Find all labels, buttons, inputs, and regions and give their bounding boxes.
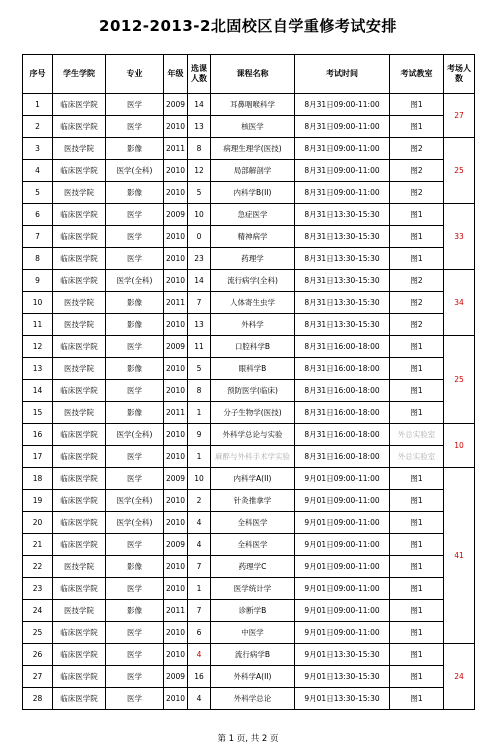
cell-course: 药理学C bbox=[211, 556, 295, 578]
cell-major: 影像 bbox=[106, 358, 164, 380]
cell-no: 14 bbox=[23, 380, 53, 402]
cell-course: 外科学总论 bbox=[211, 688, 295, 710]
cell-college: 临床医学院 bbox=[53, 446, 106, 468]
cell-no: 21 bbox=[23, 534, 53, 556]
cell-major: 医学 bbox=[106, 666, 164, 688]
cell-no: 3 bbox=[23, 138, 53, 160]
cell-course: 针灸推拿学 bbox=[211, 490, 295, 512]
cell-major: 医学 bbox=[106, 94, 164, 116]
cell-count: 1 bbox=[188, 446, 211, 468]
cell-room: 外总实验室 bbox=[390, 446, 444, 468]
cell-room: 图1 bbox=[390, 402, 444, 424]
cell-college: 临床医学院 bbox=[53, 512, 106, 534]
cell-grade: 2009 bbox=[164, 204, 188, 226]
table-row bbox=[23, 226, 475, 248]
cell-count: 9 bbox=[188, 424, 211, 446]
cell-major: 医学(全科) bbox=[106, 424, 164, 446]
cell-grade: 2010 bbox=[164, 644, 188, 666]
cell-grade: 2010 bbox=[164, 248, 188, 270]
cell-major: 影像 bbox=[106, 138, 164, 160]
cell-college: 临床医学院 bbox=[53, 688, 106, 710]
cell-no: 7 bbox=[23, 226, 53, 248]
table-row bbox=[23, 138, 475, 160]
cell-time: 8月31日09:00-11:00 bbox=[295, 138, 390, 160]
cell-college: 临床医学院 bbox=[53, 644, 106, 666]
cell-count: 5 bbox=[188, 358, 211, 380]
cell-count: 14 bbox=[188, 270, 211, 292]
cell-room: 图1 bbox=[390, 116, 444, 138]
cell-count: 13 bbox=[188, 116, 211, 138]
cell-grade: 2010 bbox=[164, 424, 188, 446]
cell-time: 9月01日09:00-11:00 bbox=[295, 490, 390, 512]
cell-major: 医学(全科) bbox=[106, 160, 164, 182]
cell-college: 临床医学院 bbox=[53, 204, 106, 226]
cell-college: 临床医学院 bbox=[53, 248, 106, 270]
cell-time: 8月31日09:00-11:00 bbox=[295, 160, 390, 182]
table-row bbox=[23, 182, 475, 204]
cell-grade: 2010 bbox=[164, 380, 188, 402]
cell-room-total: 25 bbox=[444, 336, 475, 424]
cell-grade: 2010 bbox=[164, 512, 188, 534]
cell-time: 9月01日13:30-15:30 bbox=[295, 644, 390, 666]
cell-major: 影像 bbox=[106, 556, 164, 578]
cell-time: 8月31日16:00-18:00 bbox=[295, 424, 390, 446]
cell-no: 5 bbox=[23, 182, 53, 204]
cell-room: 图2 bbox=[390, 182, 444, 204]
cell-college: 临床医学院 bbox=[53, 424, 106, 446]
cell-count: 1 bbox=[188, 578, 211, 600]
cell-time: 8月31日13:30-15:30 bbox=[295, 292, 390, 314]
cell-college: 临床医学院 bbox=[53, 380, 106, 402]
cell-course: 口腔科学B bbox=[211, 336, 295, 358]
header-time: 考试时间 bbox=[295, 55, 390, 94]
cell-room: 图1 bbox=[390, 534, 444, 556]
exam-schedule-table bbox=[22, 54, 475, 710]
cell-course: 分子生物学(医技) bbox=[211, 402, 295, 424]
cell-course: 全科医学 bbox=[211, 534, 295, 556]
cell-count: 10 bbox=[188, 468, 211, 490]
cell-grade: 2009 bbox=[164, 94, 188, 116]
cell-course: 外科学A(II) bbox=[211, 666, 295, 688]
cell-grade: 2010 bbox=[164, 556, 188, 578]
cell-no: 10 bbox=[23, 292, 53, 314]
cell-grade: 2011 bbox=[164, 402, 188, 424]
cell-major: 影像 bbox=[106, 314, 164, 336]
cell-room-total: 10 bbox=[444, 424, 475, 468]
cell-course: 药理学 bbox=[211, 248, 295, 270]
cell-no: 13 bbox=[23, 358, 53, 380]
header-total: 考场人数 bbox=[444, 55, 475, 94]
cell-no: 16 bbox=[23, 424, 53, 446]
cell-major: 医学 bbox=[106, 534, 164, 556]
cell-time: 8月31日09:00-11:00 bbox=[295, 94, 390, 116]
cell-course: 精神病学 bbox=[211, 226, 295, 248]
cell-room: 图2 bbox=[390, 138, 444, 160]
table-row bbox=[23, 248, 475, 270]
cell-count: 4 bbox=[188, 688, 211, 710]
cell-room: 图2 bbox=[390, 270, 444, 292]
cell-major: 医学 bbox=[106, 380, 164, 402]
table-row bbox=[23, 600, 475, 622]
header-grade: 年级 bbox=[164, 55, 188, 94]
cell-count: 4 bbox=[188, 512, 211, 534]
cell-major: 医学(全科) bbox=[106, 490, 164, 512]
cell-room: 图1 bbox=[390, 336, 444, 358]
cell-no: 2 bbox=[23, 116, 53, 138]
cell-college: 医技学院 bbox=[53, 138, 106, 160]
cell-course: 核医学 bbox=[211, 116, 295, 138]
cell-course: 内科学B(II) bbox=[211, 182, 295, 204]
page-title: 2012-2013-2北固校区自学重修考试安排 bbox=[99, 17, 397, 35]
cell-college: 临床医学院 bbox=[53, 578, 106, 600]
cell-time: 9月01日09:00-11:00 bbox=[295, 556, 390, 578]
cell-room: 图1 bbox=[390, 490, 444, 512]
cell-time: 8月31日16:00-18:00 bbox=[295, 358, 390, 380]
cell-room: 图2 bbox=[390, 160, 444, 182]
cell-college: 医技学院 bbox=[53, 556, 106, 578]
header-no: 序号 bbox=[23, 55, 53, 94]
cell-count: 10 bbox=[188, 204, 211, 226]
page-footer: 第 1 页, 共 2 页 bbox=[217, 734, 279, 744]
cell-grade: 2011 bbox=[164, 138, 188, 160]
table-row bbox=[23, 512, 475, 534]
cell-major: 医学 bbox=[106, 226, 164, 248]
cell-course: 流行病学B bbox=[211, 644, 295, 666]
cell-room: 图1 bbox=[390, 600, 444, 622]
cell-no: 6 bbox=[23, 204, 53, 226]
cell-room-total: 27 bbox=[444, 94, 475, 138]
cell-room: 图1 bbox=[390, 380, 444, 402]
table-row bbox=[23, 380, 475, 402]
table-row bbox=[23, 468, 475, 490]
table-body bbox=[23, 94, 475, 710]
cell-major: 医学 bbox=[106, 248, 164, 270]
table-row bbox=[23, 314, 475, 336]
cell-time: 8月31日13:30-15:30 bbox=[295, 204, 390, 226]
cell-count: 7 bbox=[188, 600, 211, 622]
table-row bbox=[23, 336, 475, 358]
cell-room: 外总实验室 bbox=[390, 424, 444, 446]
cell-course: 外科学总论与实验 bbox=[211, 424, 295, 446]
cell-no: 8 bbox=[23, 248, 53, 270]
cell-college: 医技学院 bbox=[53, 600, 106, 622]
table-row bbox=[23, 116, 475, 138]
cell-college: 临床医学院 bbox=[53, 534, 106, 556]
cell-grade: 2009 bbox=[164, 666, 188, 688]
cell-count: 0 bbox=[188, 226, 211, 248]
cell-room: 图1 bbox=[390, 512, 444, 534]
cell-room: 图1 bbox=[390, 666, 444, 688]
cell-time: 9月01日09:00-11:00 bbox=[295, 512, 390, 534]
cell-no: 15 bbox=[23, 402, 53, 424]
cell-course: 内科学A(II) bbox=[211, 468, 295, 490]
table-row bbox=[23, 358, 475, 380]
cell-room-total: 25 bbox=[444, 138, 475, 204]
table-row bbox=[23, 402, 475, 424]
cell-no: 9 bbox=[23, 270, 53, 292]
cell-major: 医学 bbox=[106, 578, 164, 600]
cell-room: 图1 bbox=[390, 358, 444, 380]
cell-no: 22 bbox=[23, 556, 53, 578]
cell-grade: 2010 bbox=[164, 226, 188, 248]
cell-no: 25 bbox=[23, 622, 53, 644]
cell-grade: 2010 bbox=[164, 358, 188, 380]
cell-time: 8月31日16:00-18:00 bbox=[295, 380, 390, 402]
cell-no: 1 bbox=[23, 94, 53, 116]
cell-major: 影像 bbox=[106, 292, 164, 314]
table-row bbox=[23, 534, 475, 556]
cell-grade: 2010 bbox=[164, 688, 188, 710]
cell-major: 医学 bbox=[106, 336, 164, 358]
table-row bbox=[23, 490, 475, 512]
cell-grade: 2010 bbox=[164, 116, 188, 138]
cell-room-total: 33 bbox=[444, 204, 475, 270]
table-row bbox=[23, 688, 475, 710]
cell-no: 24 bbox=[23, 600, 53, 622]
table-header-row bbox=[23, 55, 475, 94]
cell-course: 医学统计学 bbox=[211, 578, 295, 600]
header-major: 专业 bbox=[106, 55, 164, 94]
cell-room: 图2 bbox=[390, 314, 444, 336]
cell-count: 16 bbox=[188, 666, 211, 688]
cell-college: 临床医学院 bbox=[53, 666, 106, 688]
cell-room: 图1 bbox=[390, 644, 444, 666]
cell-no: 12 bbox=[23, 336, 53, 358]
cell-room: 图1 bbox=[390, 578, 444, 600]
cell-college: 临床医学院 bbox=[53, 490, 106, 512]
table-row bbox=[23, 270, 475, 292]
cell-no: 17 bbox=[23, 446, 53, 468]
cell-college: 临床医学院 bbox=[53, 468, 106, 490]
cell-major: 医学 bbox=[106, 688, 164, 710]
cell-count: 8 bbox=[188, 138, 211, 160]
cell-time: 8月31日09:00-11:00 bbox=[295, 182, 390, 204]
cell-no: 19 bbox=[23, 490, 53, 512]
cell-time: 8月31日09:00-11:00 bbox=[295, 116, 390, 138]
cell-college: 临床医学院 bbox=[53, 94, 106, 116]
cell-course: 耳鼻咽喉科学 bbox=[211, 94, 295, 116]
cell-no: 28 bbox=[23, 688, 53, 710]
table-row bbox=[23, 94, 475, 116]
cell-major: 医学 bbox=[106, 446, 164, 468]
table-row bbox=[23, 424, 475, 446]
cell-no: 20 bbox=[23, 512, 53, 534]
cell-grade: 2010 bbox=[164, 446, 188, 468]
cell-count: 11 bbox=[188, 336, 211, 358]
cell-grade: 2010 bbox=[164, 270, 188, 292]
cell-room: 图1 bbox=[390, 248, 444, 270]
cell-room-total: 34 bbox=[444, 270, 475, 336]
cell-count: 13 bbox=[188, 314, 211, 336]
table-row bbox=[23, 446, 475, 468]
table-row bbox=[23, 622, 475, 644]
cell-time: 9月01日13:30-15:30 bbox=[295, 666, 390, 688]
cell-course: 预防医学(临床) bbox=[211, 380, 295, 402]
cell-grade: 2010 bbox=[164, 182, 188, 204]
table-row bbox=[23, 666, 475, 688]
cell-no: 11 bbox=[23, 314, 53, 336]
cell-major: 影像 bbox=[106, 182, 164, 204]
cell-room: 图1 bbox=[390, 468, 444, 490]
cell-course: 病理生理学(医技) bbox=[211, 138, 295, 160]
cell-time: 9月01日09:00-11:00 bbox=[295, 622, 390, 644]
cell-grade: 2011 bbox=[164, 600, 188, 622]
header-room: 考试教室 bbox=[390, 55, 444, 94]
cell-college: 医技学院 bbox=[53, 358, 106, 380]
header-course: 课程名称 bbox=[211, 55, 295, 94]
cell-time: 8月31日13:30-15:30 bbox=[295, 248, 390, 270]
cell-time: 8月31日16:00-18:00 bbox=[295, 402, 390, 424]
cell-college: 临床医学院 bbox=[53, 270, 106, 292]
cell-count: 4 bbox=[188, 644, 211, 666]
cell-course: 流行病学(全科) bbox=[211, 270, 295, 292]
cell-major: 影像 bbox=[106, 402, 164, 424]
cell-college: 医技学院 bbox=[53, 402, 106, 424]
cell-count: 1 bbox=[188, 402, 211, 424]
cell-course: 人体寄生虫学 bbox=[211, 292, 295, 314]
cell-no: 23 bbox=[23, 578, 53, 600]
cell-grade: 2010 bbox=[164, 622, 188, 644]
cell-time: 8月31日13:30-15:30 bbox=[295, 314, 390, 336]
cell-room-total: 24 bbox=[444, 644, 475, 710]
cell-no: 18 bbox=[23, 468, 53, 490]
cell-time: 8月31日16:00-18:00 bbox=[295, 336, 390, 358]
cell-no: 27 bbox=[23, 666, 53, 688]
cell-grade: 2009 bbox=[164, 336, 188, 358]
cell-count: 2 bbox=[188, 490, 211, 512]
cell-grade: 2009 bbox=[164, 534, 188, 556]
table-row bbox=[23, 578, 475, 600]
cell-grade: 2010 bbox=[164, 578, 188, 600]
cell-course: 外科学 bbox=[211, 314, 295, 336]
header-count: 选课人数 bbox=[188, 55, 211, 94]
cell-count: 7 bbox=[188, 292, 211, 314]
cell-count: 12 bbox=[188, 160, 211, 182]
cell-time: 8月31日13:30-15:30 bbox=[295, 226, 390, 248]
cell-course: 全科医学 bbox=[211, 512, 295, 534]
cell-college: 医技学院 bbox=[53, 314, 106, 336]
cell-room: 图1 bbox=[390, 556, 444, 578]
cell-college: 临床医学院 bbox=[53, 160, 106, 182]
cell-major: 医学 bbox=[106, 468, 164, 490]
cell-room: 图1 bbox=[390, 204, 444, 226]
cell-room: 图1 bbox=[390, 622, 444, 644]
cell-major: 医学(全科) bbox=[106, 270, 164, 292]
cell-time: 9月01日13:30-15:30 bbox=[295, 688, 390, 710]
header-college: 学生学院 bbox=[53, 55, 106, 94]
cell-grade: 2009 bbox=[164, 468, 188, 490]
cell-college: 临床医学院 bbox=[53, 622, 106, 644]
cell-major: 医学 bbox=[106, 116, 164, 138]
cell-course: 急症医学 bbox=[211, 204, 295, 226]
cell-time: 8月31日13:30-15:30 bbox=[295, 270, 390, 292]
cell-course: 麻醉与外科手术学实验 bbox=[211, 446, 295, 468]
cell-count: 4 bbox=[188, 534, 211, 556]
cell-major: 医学 bbox=[106, 204, 164, 226]
cell-time: 9月01日09:00-11:00 bbox=[295, 600, 390, 622]
cell-major: 医学 bbox=[106, 644, 164, 666]
cell-time: 9月01日09:00-11:00 bbox=[295, 468, 390, 490]
cell-count: 7 bbox=[188, 556, 211, 578]
cell-time: 9月01日09:00-11:00 bbox=[295, 534, 390, 556]
cell-course: 中医学 bbox=[211, 622, 295, 644]
cell-count: 23 bbox=[188, 248, 211, 270]
cell-count: 14 bbox=[188, 94, 211, 116]
cell-major: 影像 bbox=[106, 600, 164, 622]
cell-grade: 2010 bbox=[164, 490, 188, 512]
cell-room: 图1 bbox=[390, 226, 444, 248]
table-row bbox=[23, 644, 475, 666]
cell-room: 图1 bbox=[390, 688, 444, 710]
table-row bbox=[23, 556, 475, 578]
cell-grade: 2011 bbox=[164, 292, 188, 314]
cell-room: 图2 bbox=[390, 292, 444, 314]
cell-major: 医学 bbox=[106, 622, 164, 644]
cell-course: 局部解剖学 bbox=[211, 160, 295, 182]
cell-college: 临床医学院 bbox=[53, 116, 106, 138]
cell-no: 4 bbox=[23, 160, 53, 182]
table-row bbox=[23, 292, 475, 314]
cell-college: 临床医学院 bbox=[53, 226, 106, 248]
cell-count: 5 bbox=[188, 182, 211, 204]
cell-time: 8月31日16:00-18:00 bbox=[295, 446, 390, 468]
cell-count: 8 bbox=[188, 380, 211, 402]
cell-count: 6 bbox=[188, 622, 211, 644]
cell-college: 医技学院 bbox=[53, 182, 106, 204]
cell-course: 诊断学B bbox=[211, 600, 295, 622]
table-row bbox=[23, 160, 475, 182]
cell-course: 眼科学B bbox=[211, 358, 295, 380]
cell-time: 9月01日09:00-11:00 bbox=[295, 578, 390, 600]
cell-room: 图1 bbox=[390, 94, 444, 116]
cell-grade: 2010 bbox=[164, 314, 188, 336]
cell-college: 临床医学院 bbox=[53, 336, 106, 358]
cell-no: 26 bbox=[23, 644, 53, 666]
cell-grade: 2010 bbox=[164, 160, 188, 182]
cell-major: 医学(全科) bbox=[106, 512, 164, 534]
cell-college: 医技学院 bbox=[53, 292, 106, 314]
table-row bbox=[23, 204, 475, 226]
cell-room-total: 41 bbox=[444, 468, 475, 644]
